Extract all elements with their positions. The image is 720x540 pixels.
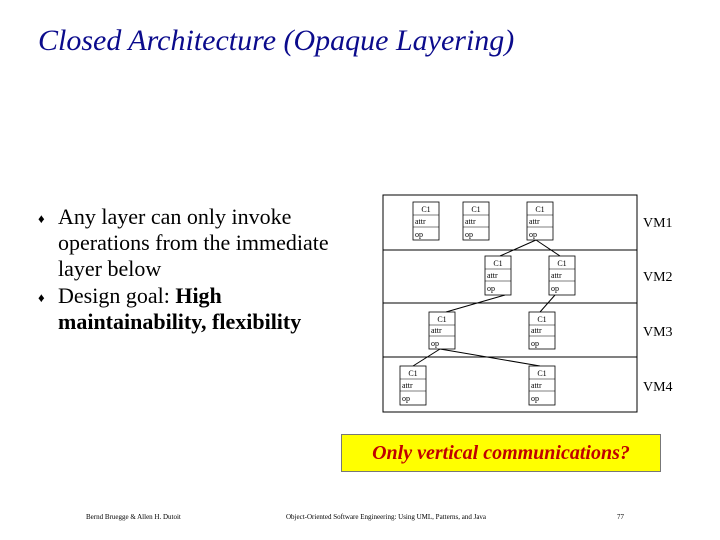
class-op: op	[402, 394, 410, 403]
layer-label-vm1: VM1	[643, 216, 673, 231]
class-attr: attr	[465, 217, 476, 226]
class-attr: attr	[415, 217, 426, 226]
class-name: C1	[471, 205, 481, 214]
class-op: op	[529, 230, 537, 239]
question-callout: Only vertical communications?	[341, 434, 661, 472]
class-attr: attr	[487, 271, 498, 280]
class-box	[463, 202, 489, 240]
class-op: op	[465, 230, 473, 239]
layer-label-vm3: VM3	[643, 325, 673, 340]
class-op: op	[531, 394, 539, 403]
class-op: op	[431, 339, 439, 348]
bullet-text: Design goal:	[58, 283, 176, 308]
class-name: C1	[537, 369, 547, 378]
bullet-text: Any layer can only invoke operations from the immediate layer below	[58, 204, 329, 281]
connector-line	[500, 240, 536, 256]
class-box	[400, 366, 426, 405]
layer-label-vm4: VM4	[643, 380, 673, 395]
layer-label-vm2: VM2	[643, 270, 673, 285]
diamond-bullet-icon: ♦	[38, 211, 45, 226]
class-name: C1	[421, 205, 431, 214]
class-name: C1	[437, 315, 447, 324]
class-attr: attr	[531, 326, 542, 335]
class-op: op	[415, 230, 423, 239]
class-name: C1	[537, 315, 547, 324]
bullet-bold-text: High maintainability, flexibility	[58, 283, 302, 334]
class-attr: attr	[531, 381, 542, 390]
class-name: C1	[535, 205, 545, 214]
footer-book-title: Object-Oriented Software Engineering: Using UML, Patterns, and Java	[286, 513, 487, 521]
class-attr: attr	[551, 271, 562, 280]
footer-page-number: 77	[617, 513, 624, 521]
class-name: C1	[408, 369, 418, 378]
class-name: C1	[493, 259, 503, 268]
class-box	[529, 366, 555, 405]
class-op: op	[487, 284, 495, 293]
footer-authors: Bernd Bruegge & Allen H. Dutoit	[86, 513, 181, 521]
diamond-bullet-icon: ♦	[38, 290, 45, 305]
class-attr: attr	[529, 217, 540, 226]
class-op: op	[531, 339, 539, 348]
class-op: op	[551, 284, 559, 293]
class-box	[527, 202, 553, 240]
class-box	[413, 202, 439, 240]
class-box	[429, 312, 455, 349]
class-attr: attr	[431, 326, 442, 335]
slide-title: Closed Architecture (Opaque Layering)	[38, 24, 515, 57]
class-box	[549, 256, 575, 295]
class-box	[485, 256, 511, 295]
connector-line	[536, 240, 560, 256]
class-box	[529, 312, 555, 349]
class-name: C1	[557, 259, 567, 268]
class-attr: attr	[402, 381, 413, 390]
